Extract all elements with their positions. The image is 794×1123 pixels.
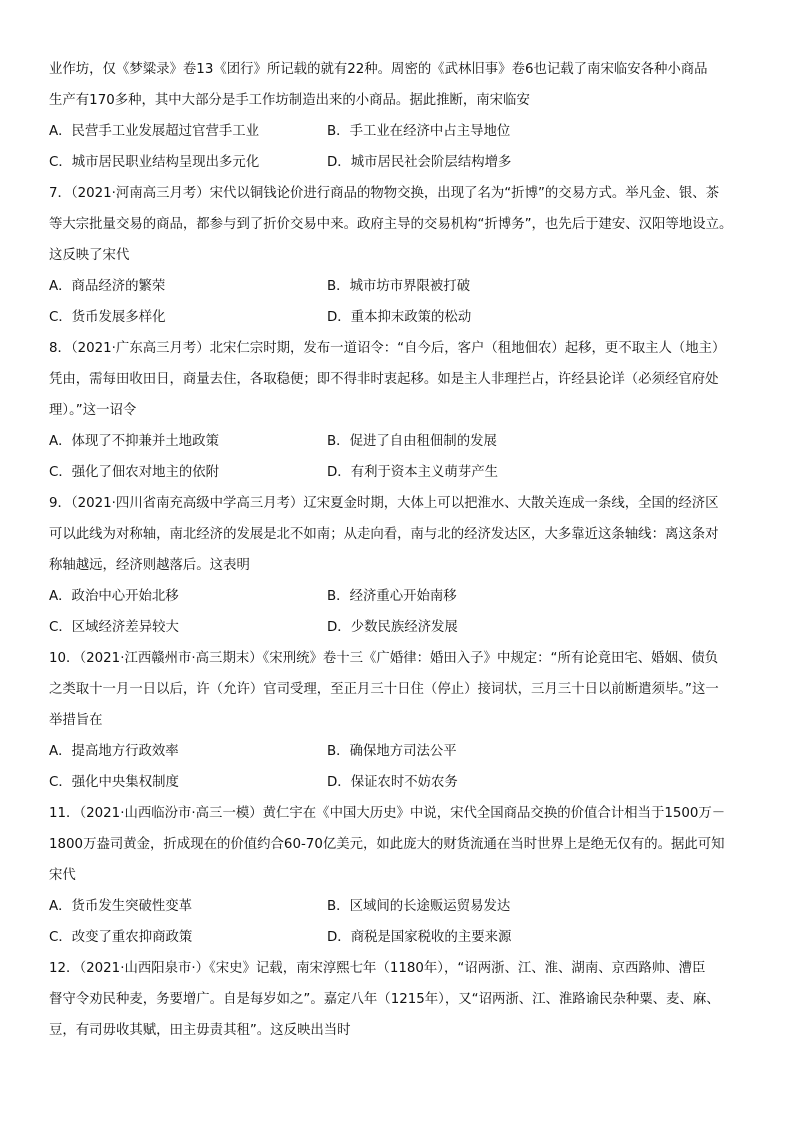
question-text-line: 1800万盎司黄金，折成现在的价值约合60-70亿美元，如此庞大的财货流通在当时世界上是绝无仅有的。据此可知: [49, 837, 725, 852]
question-text-line: 7．（2021·河南高三月考）宋代以铜钱论价进行商品的物物交换，出现了名为“折博”的交易方式。举凡金、银、茶: [49, 186, 719, 201]
option-a: A．政治中心开始北移: [49, 589, 179, 604]
option-a: A．体现了不抑兼并土地政策: [49, 434, 219, 449]
option-c: C．区域经济差异较大: [49, 620, 179, 635]
options-row: [49, 581, 749, 612]
question-text-line: 等大宗批量交易的商品，都参与到了折价交易中来。政府主导的交易机构“折博务”，也先后于建安、汉阳等地设立。: [49, 217, 733, 232]
question-10: [49, 643, 749, 798]
question-8: [49, 333, 749, 488]
options-row: [49, 271, 749, 302]
option-b: B．城市坊市界限被打破: [327, 279, 471, 294]
question-text-line: 宋代: [49, 868, 76, 883]
options-row: [49, 302, 749, 333]
question-text-line: 之类取十一月一日以后，许（允许）官司受理，至正月三十日住（停止）接词状，三月三十日以前断遣须毕。”这一: [49, 682, 719, 697]
option-d: D．保证农时不妨农务: [327, 775, 458, 790]
options-row: [49, 767, 749, 798]
question-7: [49, 178, 749, 333]
question-9: [49, 488, 749, 643]
question-text-line: 9．（2021·四川省南充高级中学高三月考）辽宋夏金时期，大体上可以把淮水、大散关连成一条线，全国的经济区: [49, 496, 719, 511]
document-page: [49, 54, 749, 1046]
question-text-line: 称轴越远，经济则越落后。这表明: [49, 558, 250, 573]
options-row: [49, 922, 749, 953]
option-b: B．区域间的长途贩运贸易发达: [327, 899, 511, 914]
question-text-line: 理）。”这一诏令: [49, 403, 137, 418]
option-c: C．城市居民职业结构呈现出多元化: [49, 155, 260, 170]
question-12: [49, 953, 749, 1046]
question-text-line: 8．（2021·广东高三月考）北宋仁宗时期，发布一道诏令：“自今后，客户（租地佃农）起移，更不取主人（地主）: [49, 341, 726, 356]
question-text-line: 业作坊，仅《梦粱录》卷13《团行》所记载的就有22种。周密的《武林旧事》卷6也记载了南宋临安各种小商品: [49, 62, 708, 77]
option-b: B．手工业在经济中占主导地位: [327, 124, 511, 139]
options-row: [49, 116, 749, 147]
question-6-continued: [49, 54, 749, 178]
option-c: C．强化了佃农对地主的依附: [49, 465, 220, 480]
option-c: C．强化中央集权制度: [49, 775, 179, 790]
option-b: B．经济重心开始南移: [327, 589, 457, 604]
question-text-line: 12．（2021·山西阳泉市·）《宋史》记载，南宋淳熙七年（1180年），“诏两浙、江、淮、湖南、京西路帅、漕臣: [49, 961, 706, 976]
option-d: D．商税是国家税收的主要来源: [327, 930, 512, 945]
option-d: D．城市居民社会阶层结构增多: [327, 155, 512, 170]
options-row: [49, 147, 749, 178]
options-row: [49, 426, 749, 457]
question-text-line: 举措旨在: [49, 713, 103, 728]
question-11: [49, 798, 749, 953]
option-a: A．商品经济的繁荣: [49, 279, 166, 294]
option-a: A．货币发生突破性变革: [49, 899, 193, 914]
option-d: D．有利于资本主义萌芽产生: [327, 465, 498, 480]
question-text-line: 这反映了宋代: [49, 248, 130, 263]
option-c: C．货币发展多样化: [49, 310, 166, 325]
question-text-line: 督守令劝民种麦，务要增广。自是每岁如之”。嘉定八年（1215年），又“诏两浙、江、淮路谕民杂种粟、麦、麻、: [49, 992, 720, 1007]
option-d: D．少数民族经济发展: [327, 620, 458, 635]
options-row: [49, 612, 749, 643]
option-d: D．重本抑末政策的松动: [327, 310, 472, 325]
question-text-line: 凭由，需每田收田日，商量去住，各取稳便；即不得非时衷起移。如是主人非理拦占，许经县论详（必须经官府处: [49, 372, 719, 387]
option-b: B．确保地方司法公平: [327, 744, 457, 759]
option-a: A．民营手工业发展超过官营手工业: [49, 124, 260, 139]
question-text-line: 10．（2021·江西赣州市·高三期末）《宋刑统》卷十三《广婚律：婚田入子》中规定：“所有论竟田宅、婚姻、债负: [49, 651, 719, 666]
option-c: C．改变了重农抑商政策: [49, 930, 193, 945]
question-text-line: 11．（2021·山西临汾市·高三一模）黄仁宇在《中国大历史》中说，宋代全国商品交换的价值合计相当于1500万－: [49, 806, 726, 821]
option-a: A．提高地方行政效率: [49, 744, 179, 759]
question-text-line: 可以此线为对称轴，南北经济的发展是北不如南；从走向看，南与北的经济发达区，大多靠近这条轴线：离这条对: [49, 527, 719, 542]
question-text-line: 生产有170多种，其中大部分是手工作坊制造出来的小商品。据此推断，南宋临安: [49, 93, 530, 108]
options-row: [49, 457, 749, 488]
options-row: [49, 891, 749, 922]
option-b: B．促进了自由租佃制的发展: [327, 434, 497, 449]
question-text-line: 豆，有司毋收其赋，田主毋责其租”。这反映出当时: [49, 1023, 351, 1038]
options-row: [49, 736, 749, 767]
